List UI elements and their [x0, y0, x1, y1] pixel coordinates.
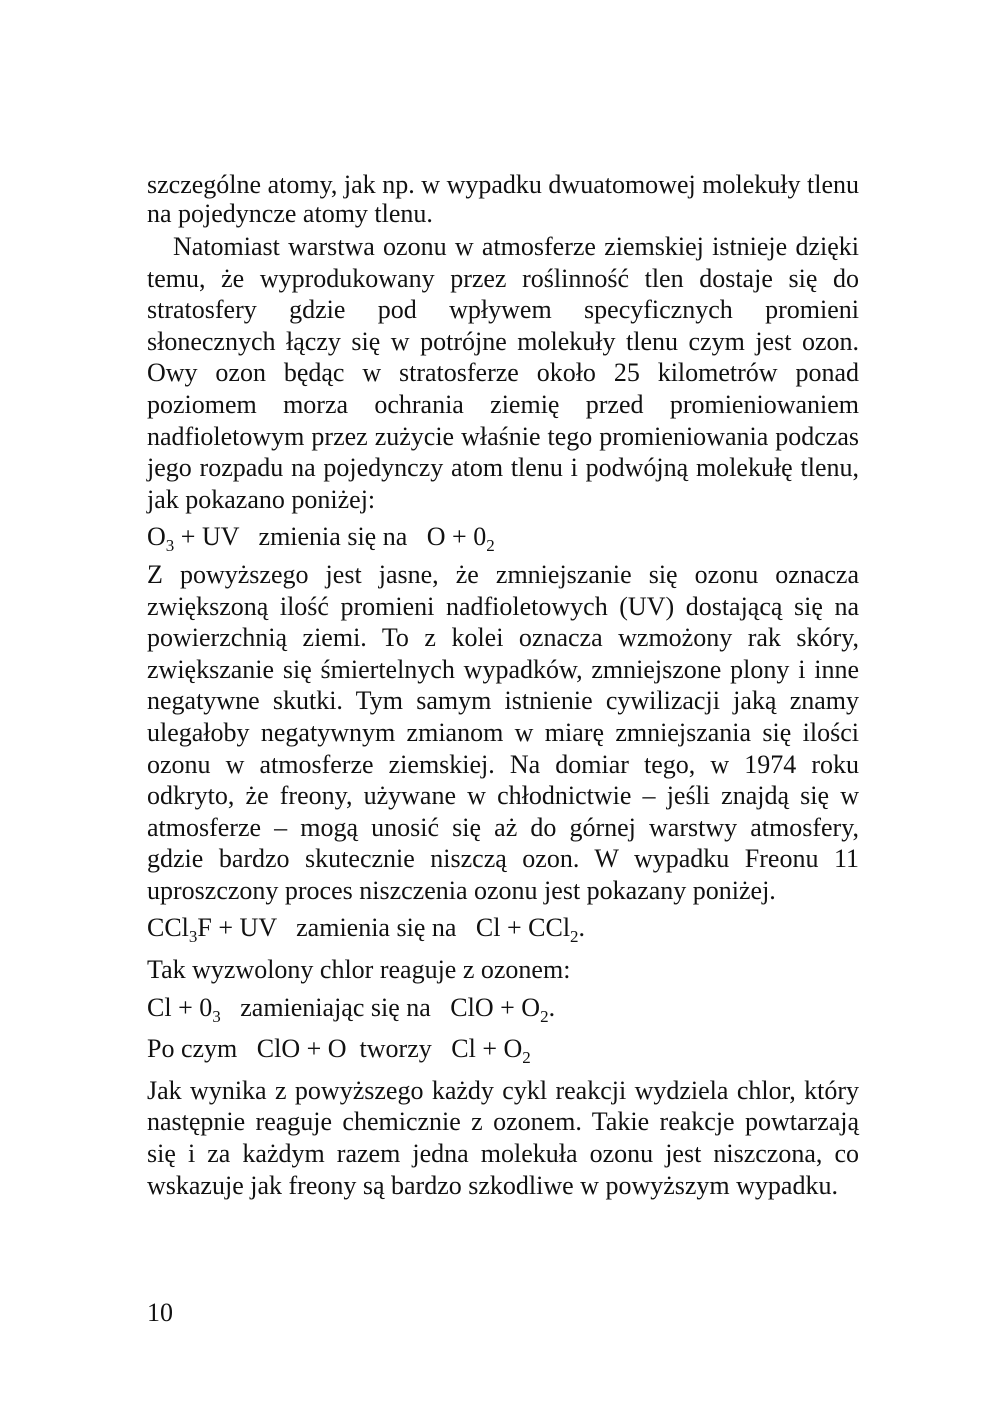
- document-page: [147, 170, 859, 1201]
- eq-lhs: $Cl + 0_3$: [147, 992, 221, 1026]
- eq-prefix: Po czym: [147, 1034, 238, 1064]
- eq-rhs: $O + 0_2$: [426, 522, 495, 556]
- equation-chlorine-regeneration: [147, 1027, 859, 1069]
- paragraph-chlorine-reacts: Tak wyzwolony chlor reaguje z ozonem:: [147, 955, 571, 985]
- eq-lhs: $O_3$ + UV: [147, 522, 240, 556]
- eq-lhs: ClO + O: [256, 1034, 347, 1064]
- equation-freon-photolysis: [147, 906, 859, 948]
- eq-verb: zamienia się na: [296, 913, 457, 943]
- eq-verb: zmienia się na: [258, 522, 408, 552]
- eq-verb: zamieniając się na: [240, 992, 431, 1022]
- paragraph-ozone-depletion: Z powyższego jest jasne, że zmniejszanie się ozonu oznacza zwiększoną ilość promieni nadfioletowych (UV) dostającą się na powierzchnią ziemi. To z kolei oznacza wzmożony rak skóry, zwiększanie się śmiertelnych wypadków, zmniejszone plony i inne negatywne skutki. Tym samym istnienie cywilizacji jaką znamy ulegałoby negatywnym zmianom w miarę zmniejszania się ilości ozonu w atmosferze ziemskiej. Na domiar tego, w 1974 roku odkryto, że freony, używane w chłodnictwie – jeśli znajdą się w atmosferze – mogą unosić się aż do górnej warstwy atmosfery, gdzie bardzo skutecznie niszczą ozon. W wypadku Freonu 11 uproszczony proces niszczenia ozonu jest pokazany poniżej.: [147, 559, 859, 905]
- eq-rhs: ClO + $O_2$.: [450, 992, 556, 1026]
- page-number: 10: [147, 1298, 173, 1327]
- paragraph-ozone-layer: Natomiast warstwa ozonu w atmosferze ziemskiej istnieje dzięki temu, że wyprodukowany przez roślinność tlen dostaje się do stratosfery gdzie pod wpływem specyficznych promieni słonecznych łączy się w potrójne molekuły tlenu czym jest ozon. Owy ozon będąc w stratosferze około 25 kilometrów ponad poziomem morza ochrania ziemię przed promieniowaniem nadfioletowym przez zużycie właśnie tego promieniowania podczas jego rozpadu na pojedynczy atom tlenu i podwójną molekułę tlenu, jak pokazano poniżej:: [147, 232, 859, 514]
- eq-rhs: Cl + CCl$_2$.: [475, 913, 586, 947]
- eq-verb: tworzy: [359, 1034, 432, 1064]
- eq-lhs: CCl$_3$F + UV: [147, 913, 277, 947]
- equation-chlorine-ozone: [147, 986, 859, 1028]
- equation-ozone-decomposition: [147, 515, 859, 557]
- paragraph-conclusion: Jak wynika z powyższego każdy cykl reakcji wydziela chlor, który następnie reaguje chemicznie z ozonem. Takie reakcje powtarzają się i za każdym razem jedna molekuła ozonu jest niszczona, co wskazuje jak freony są bardzo szkodliwe w powyższym wypadku.: [147, 1075, 859, 1200]
- paragraph-continuation: szczególne atomy, jak np. w wypadku dwuatomowej molekuły tlenu na pojedyncze atomy tlenu.: [147, 170, 859, 228]
- eq-rhs: $Cl + O_2$: [451, 1034, 531, 1068]
